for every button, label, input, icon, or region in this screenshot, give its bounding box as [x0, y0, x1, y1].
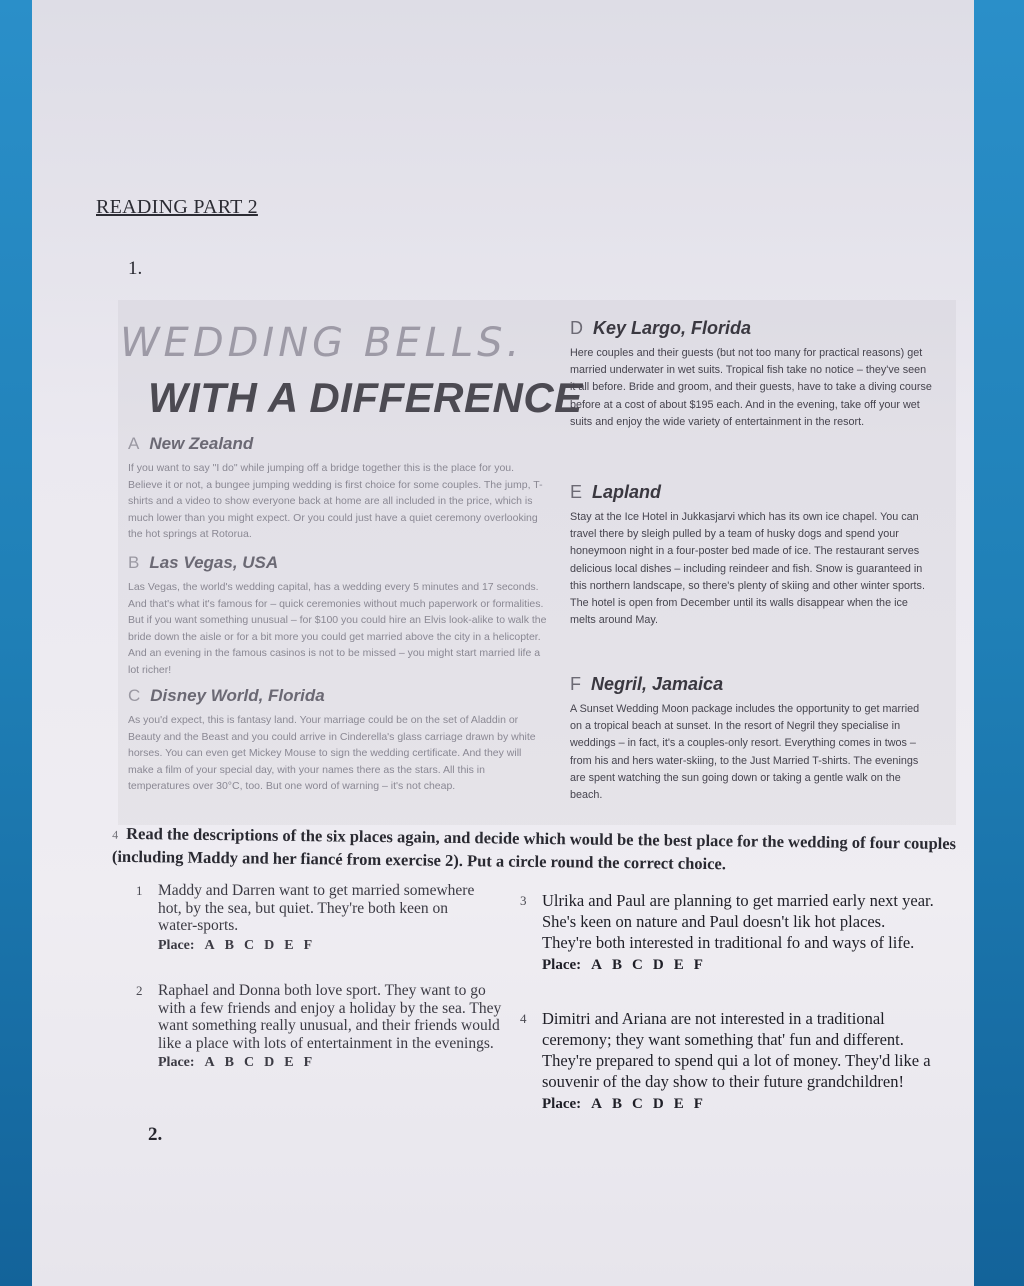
section-letter: A — [128, 434, 140, 453]
option-e[interactable]: E — [284, 1055, 294, 1070]
question-number: 1 — [136, 883, 143, 898]
place-label: Place: — [158, 937, 195, 953]
option-a[interactable]: A — [204, 1055, 215, 1070]
worksheet-page — [32, 0, 974, 1286]
section-title: New Zealand — [149, 434, 254, 453]
exercise-instruction — [112, 823, 972, 878]
question-2 — [136, 982, 503, 1072]
option-a[interactable]: A — [591, 957, 602, 973]
option-d[interactable]: D — [264, 1055, 275, 1070]
section-text: If you want to say "I do" while jumping off a bridge together this is the place for you. Believe it or not, a bungee jumping wedding is first choice for some couples. The jump, T-shirts and a video to show everyone back at home are all included in the price, which is much lower than you might expect. Or you could just have a quiet ceremony overlooking the hot springs at Rotorua. — [128, 462, 543, 541]
option-e[interactable]: E — [673, 1096, 684, 1112]
section-letter: D — [570, 318, 583, 338]
place-label: Place: — [542, 1096, 582, 1112]
section-title: Disney World, Florida — [150, 686, 325, 705]
place-options — [158, 937, 488, 955]
section-text: Here couples and their guests (but not too many for practical reasons) get married underwater in wet suits. Tropical fish take no notice – they've seen it all before. Bride and groom, and their guests, have to take a diving course before at a cost of about $195 each. And in the evening, take off your wet suits and enjoy the wide variety of entertainment in the resort. — [570, 347, 932, 428]
section-text: As you'd expect, this is fantasy land. Your marriage could be on the set of Aladdin or Beauty and the Beast and you could arrive in Cinderella's glass carriage drawn by white horses. You can even get Mickey Mouse to sign the wedding certificate. And they will make a film of your special day, with your names there as the stars. All this in temperatures over 30°C, too. But one word of warning – it's not cheap. — [128, 714, 536, 793]
section-letter: F — [570, 674, 581, 694]
question-number: 2 — [136, 983, 143, 998]
question-number: 4 — [520, 1011, 527, 1026]
question-3 — [520, 890, 934, 976]
option-d[interactable]: D — [652, 1096, 664, 1112]
instruction-text: Read the descriptions of the six places again, and decide which would be the best place for the wedding of four couples (including Maddy and her fiancé from exercise 2). Put a circle round the correct choice. — [111, 823, 957, 874]
option-d[interactable]: D — [264, 937, 275, 953]
option-b[interactable]: B — [611, 1096, 622, 1112]
question-text: Maddy and Darren want to get married somewhere hot, by the sea, but quiet. They're both keen on water-sports. — [158, 882, 475, 934]
place-label: Place: — [158, 1055, 195, 1070]
option-b[interactable]: B — [611, 957, 622, 973]
section-c — [128, 686, 548, 795]
question-text: Raphael and Donna both love sport. They want to go with a few friends and enjoy a holiday by the sea. They want something really unusual, and their friends would like a place with lots of entertainment in the evenings. — [158, 982, 502, 1052]
section-d — [570, 318, 932, 431]
section-letter: C — [128, 686, 141, 705]
section-b — [128, 553, 548, 679]
section-text: A Sunset Wedding Moon package includes the opportunity to get married on a tropical beach at sunset. In the resort of Negril they specialise in weddings – in fact, it's a couples-only resort. Everything comes in twos – from his and hers water-skiing, to the Just Married T-shirts. The evenings are spent watching the sun going down or taking a gentle walk on the beach. — [570, 703, 920, 802]
option-a[interactable]: A — [204, 937, 215, 953]
place-options — [542, 955, 934, 976]
section-text: Las Vegas, the world's wedding capital, has a wedding every 5 minutes and 17 seconds. And that's what it's famous for – quick ceremonies without much paperwork or formalities. But if you want something unusual – for $100 you could hire an Elvis look-alike to walk the bride down the aisle or for a bit more you could get married above the city in a helicopter. And an evening in the famous casinos is not to be missed – you might start married life a lot richer! — [128, 581, 547, 676]
option-a[interactable]: A — [591, 1096, 602, 1112]
question-text: Ulrika and Paul are planning to get married early next year. She's keen on nature and Paul doesn't lik hot places. They're both interested in traditional fo and ways of life. — [542, 891, 934, 952]
option-f[interactable]: F — [693, 957, 703, 973]
place-label: Place: — [542, 957, 582, 973]
item-number-2: 2. — [148, 1124, 163, 1145]
option-b[interactable]: B — [224, 1055, 234, 1070]
question-1 — [136, 882, 488, 954]
section-text: Stay at the Ice Hotel in Jukkasjarvi which has its own ice chapel. You can travel there by sleigh pulled by a team of husky dogs and spend your honeymoon night in a four-poster bed made of ice. The restaurant serves delicious local dishes – including reindeer and fish. Snow is guaranteed in this northern landscape, so there's plenty of skiing and other winter sports. The hotel is open from December until its walls disappear when the ice melts around May. — [570, 511, 925, 627]
option-e[interactable]: E — [673, 957, 684, 973]
option-c[interactable]: C — [244, 1055, 255, 1070]
article-title: WITH A DIFFERENCE — [148, 374, 583, 421]
option-d[interactable]: D — [652, 957, 664, 973]
option-f[interactable]: F — [303, 937, 313, 953]
option-b[interactable]: B — [224, 937, 234, 953]
item-number-1: 1. — [128, 258, 143, 279]
place-options — [542, 1094, 934, 1115]
section-title: Negril, Jamaica — [591, 674, 724, 694]
section-a — [128, 434, 548, 543]
section-letter: B — [128, 553, 140, 572]
section-f — [570, 674, 932, 804]
exercise-number: 4 — [112, 827, 119, 842]
option-c[interactable]: C — [244, 937, 255, 953]
question-4 — [520, 1008, 934, 1115]
section-letter: E — [570, 482, 583, 502]
page-heading: READING PART 2 — [96, 196, 258, 218]
handwritten-title: WEDDING BELLS. — [120, 320, 524, 366]
option-f[interactable]: F — [693, 1096, 703, 1112]
question-text: Dimitri and Ariana are not interested in a traditional ceremony; they want something that' fun and different. They're prepared to spend qui a lot of money. They'd like a souvenir of the day show to their future grandchildren! — [542, 1009, 931, 1091]
question-number: 3 — [520, 893, 527, 908]
option-f[interactable]: F — [303, 1055, 313, 1070]
section-title: Key Largo, Florida — [593, 318, 752, 338]
section-title: Lapland — [592, 482, 662, 502]
option-c[interactable]: C — [632, 1096, 643, 1112]
option-e[interactable]: E — [284, 937, 294, 953]
section-e — [570, 482, 932, 629]
place-options — [158, 1054, 503, 1072]
section-title: Las Vegas, USA — [149, 553, 279, 572]
option-c[interactable]: C — [632, 957, 643, 973]
